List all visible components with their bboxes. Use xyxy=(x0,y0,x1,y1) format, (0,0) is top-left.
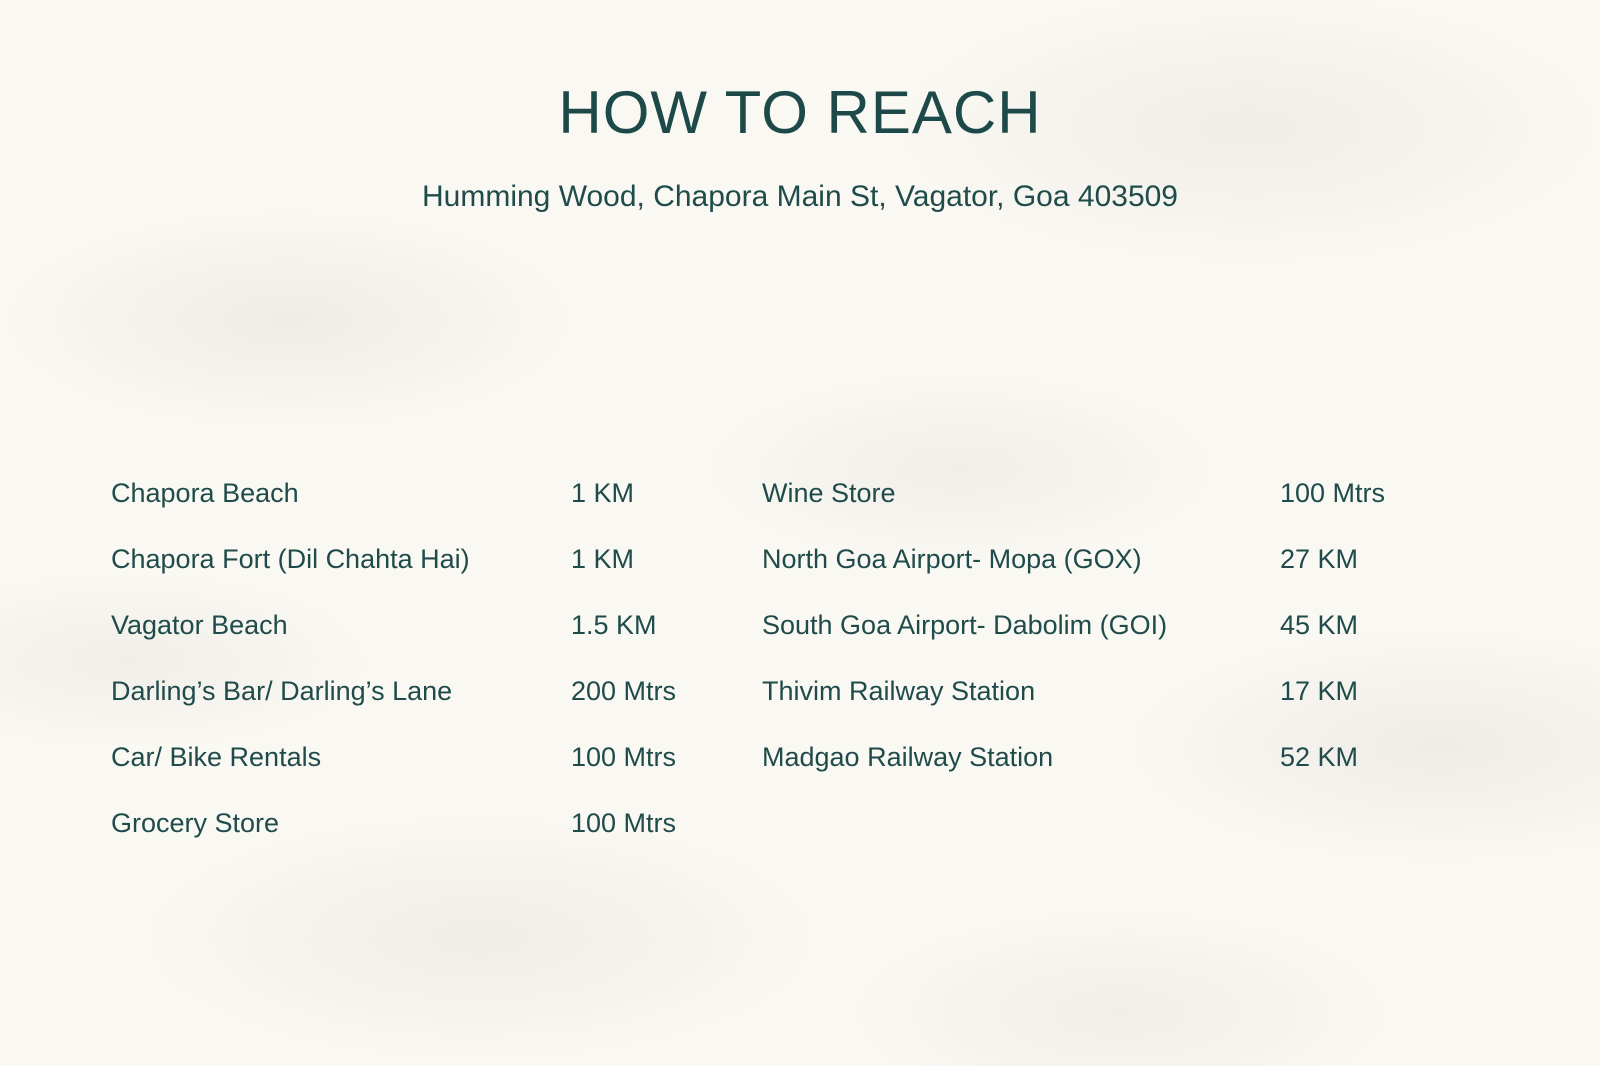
place-distance: 27 KM xyxy=(1280,544,1359,574)
place-distance: 52 KM xyxy=(1280,742,1359,772)
address: Humming Wood, Chapora Main St, Vagator, Goa 403509 xyxy=(422,180,1178,213)
place-distance: 45 KM xyxy=(1280,610,1359,640)
place-distance: 17 KM xyxy=(1280,676,1359,706)
place-name: North Goa Airport- Mopa (GOX) xyxy=(762,544,1142,574)
place-distance: 100 Mtrs xyxy=(1280,478,1386,508)
place-name: Madgao Railway Station xyxy=(762,742,1054,772)
place-name: Chapora Beach xyxy=(111,478,299,508)
place-name: Chapora Fort (Dil Chahta Hai) xyxy=(111,544,470,574)
place-distance: 1.5 KM xyxy=(571,610,657,640)
place-name: South Goa Airport- Dabolim (GOI) xyxy=(762,610,1168,640)
place-distance: 1 KM xyxy=(571,478,635,508)
place-name: Grocery Store xyxy=(111,808,280,838)
place-name: Thivim Railway Station xyxy=(762,676,1036,706)
page-title: HOW TO REACH xyxy=(558,79,1042,146)
place-name: Wine Store xyxy=(762,478,896,508)
place-name: Car/ Bike Rentals xyxy=(111,742,322,772)
place-name: Darling’s Bar/ Darling’s Lane xyxy=(111,676,453,706)
place-distance: 1 KM xyxy=(571,544,635,574)
place-distance: 200 Mtrs xyxy=(571,676,677,706)
place-distance: 100 Mtrs xyxy=(571,808,677,838)
place-name: Vagator Beach xyxy=(111,610,288,640)
place-distance: 100 Mtrs xyxy=(571,742,677,772)
